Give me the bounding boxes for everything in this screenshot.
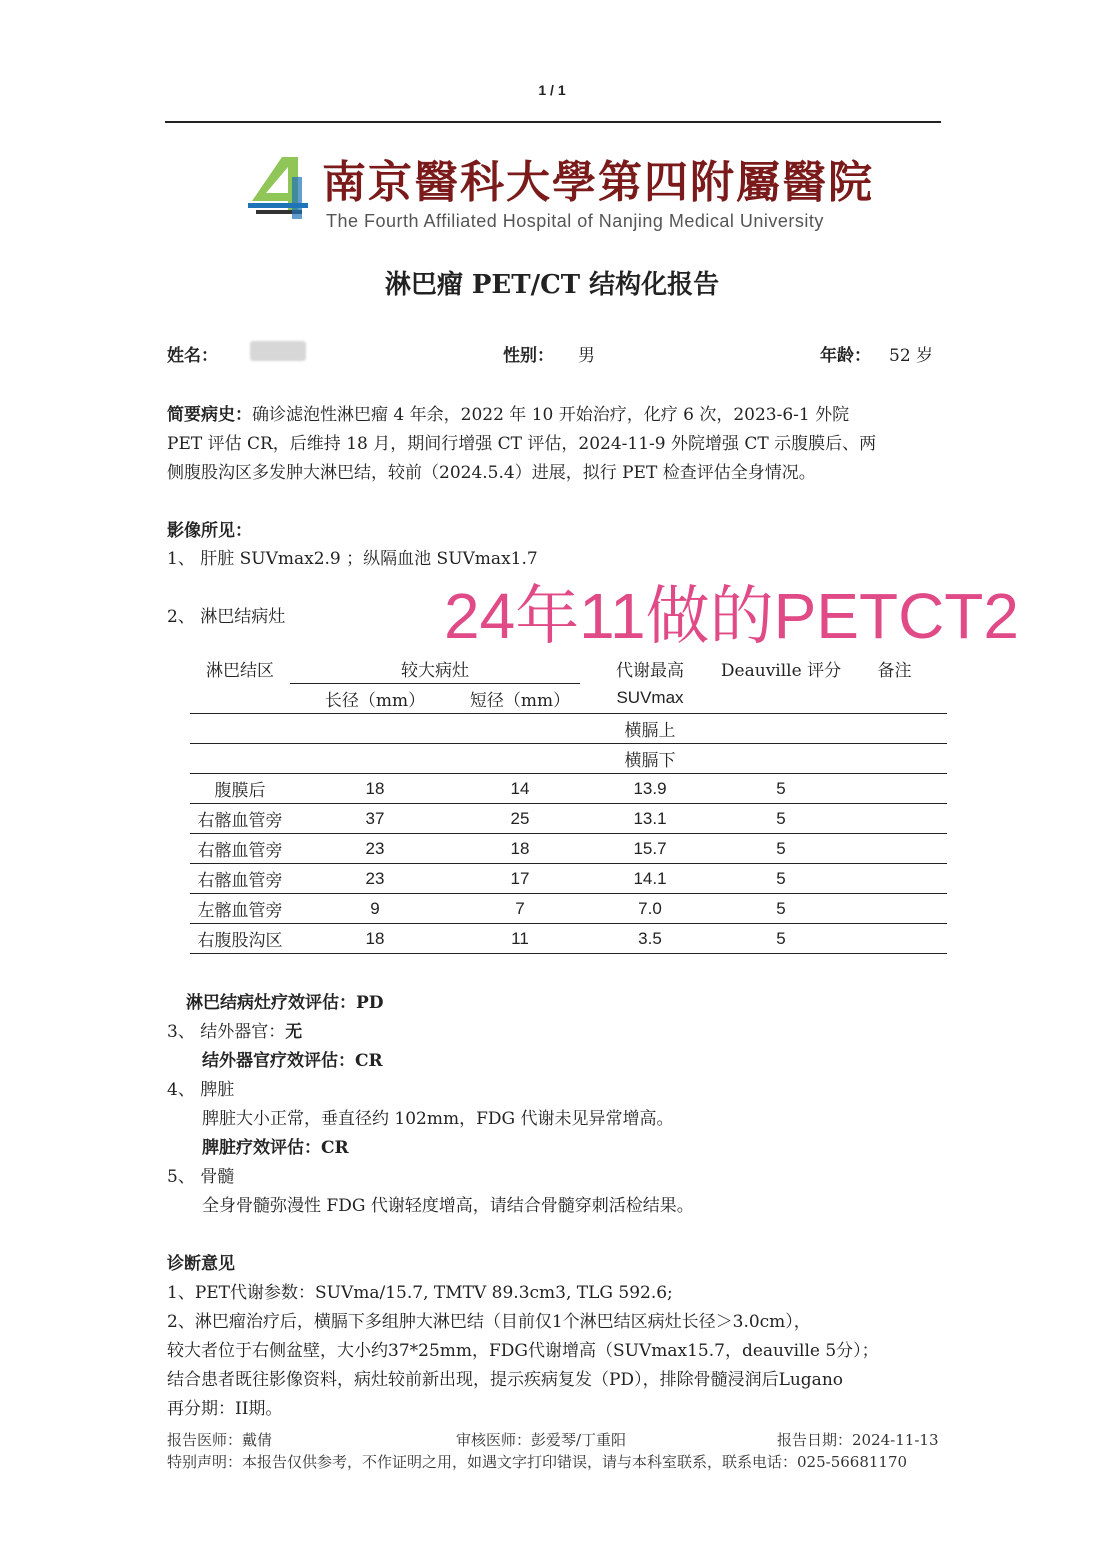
review-doctor: 审核医师：彭爱琴/丁重阳 (456, 1431, 627, 1449)
history-line-2: PET 评估 CR，后维持 18 月，期间行增强 CT 评估，2024-11-9 外院增强 CT 示腹膜后、两 (167, 434, 877, 454)
lymph-eval: 淋巴结病灶疗效评估：PD (186, 993, 384, 1013)
header-short: 短径（mm） (460, 684, 580, 714)
findings-label: 影像所见： (167, 521, 252, 541)
diagnosis-line-2: 2、淋巴瘤治疗后，横膈下多组肿大淋巴结（目前仅1个淋巴结区病灶长径＞3.0cm）， (167, 1312, 811, 1332)
table-row: 腹膜后 18 14 13.9 5 (190, 774, 947, 804)
section-below-diaphragm: 横膈下 (580, 744, 720, 774)
header-note: 备注 (877, 661, 912, 682)
findings-item-2: 2、 淋巴结病灶 (167, 607, 286, 627)
hospital-name-cn: 南京醫科大學第四附屬醫院 (322, 157, 874, 208)
marrow-label: 5、 骨髓 (167, 1167, 235, 1187)
name-label: 姓名： (167, 346, 218, 366)
header-region: 淋巴结区 (206, 661, 274, 682)
diagnosis-line-5: 再分期：II期。 (167, 1399, 283, 1419)
name-redacted (250, 341, 306, 361)
diagnosis-line-4: 结合患者既往影像资料，病灶较前新出现，提示疾病复发（PD），排除骨髓浸润后Lugano (167, 1370, 844, 1390)
spleen-label: 4、 脾脏 (167, 1080, 235, 1100)
table-row: 右腹股沟区 18 11 3.5 5 (190, 924, 947, 954)
history-line-3: 侧腹股沟区多发肿大淋巴结，较前（2024.5.4）进展，拟行 PET 检查评估全身情况。 (167, 463, 816, 483)
extranodal-line: 3、 结外器官：无 (167, 1022, 303, 1042)
header-deauville: Deauville 评分 (720, 661, 842, 682)
table-row: 右髂血管旁 23 17 14.1 5 (190, 864, 947, 894)
gender-label: 性别： (503, 346, 554, 366)
page-number: 1 / 1 (538, 82, 566, 98)
disclaimer: 特别声明：本报告仅供参考，不作证明之用，如遇文字打印错误，请与本科室联系，联系电话：025-56681170 (167, 1453, 908, 1471)
age-value: 52 岁 (889, 346, 934, 366)
marrow-text: 全身骨髓弥漫性 FDG 代谢轻度增高，请结合骨髓穿刺活检结果。 (202, 1196, 694, 1216)
spleen-eval: 脾脏疗效评估：CR (202, 1138, 349, 1158)
section-above-diaphragm: 横膈上 (580, 714, 720, 744)
report-date: 报告日期：2024-11-13 (777, 1431, 939, 1449)
hospital-logo-icon (248, 153, 310, 219)
report-title: 淋巴瘤 PET/CT 结构化报告 (384, 270, 720, 300)
history-line-1: 简要病史：确诊滤泡性淋巴瘤 4 年余，2022 年 10 开始治疗，化疗 6 次，2023-6-1 外院 (167, 405, 850, 425)
findings-item-1: 1、 肝脏 SUVmax2.9 ；纵隔血池 SUVmax1.7 (167, 549, 538, 569)
diagnosis-label: 诊断意见 (167, 1254, 235, 1274)
handwritten-note: 24年11做的PETCT2 (444, 580, 1019, 652)
lymph-node-table (190, 654, 947, 954)
spleen-text: 脾脏大小正常，垂直径约 102mm，FDG 代谢未见异常增高。 (202, 1109, 674, 1129)
diagnosis-line-1: 1、PET代谢参数：SUVma/15.7, TMTV 89.3cm3, TLG 592.6; (167, 1283, 673, 1303)
extranodal-eval: 结外器官疗效评估：CR (202, 1051, 383, 1071)
hospital-name-en: The Fourth Affiliated Hospital of Nanjing Medical University (326, 211, 824, 231)
gender-value: 男 (578, 346, 595, 366)
diagnosis-line-3: 较大者位于右侧盆壁，大小约37*25mm，FDG代谢增高（SUVmax15.7，deauville 5分）； (167, 1341, 879, 1361)
age-label: 年龄： (820, 346, 871, 366)
header-long: 长径（mm） (290, 684, 460, 714)
table-row: 左髂血管旁 9 7 7.0 5 (190, 894, 947, 924)
table-row: 右髂血管旁 37 25 13.1 5 (190, 804, 947, 834)
header-lesion: 较大病灶 (290, 654, 580, 684)
header-suv-2: SUVmax (580, 684, 720, 714)
header-divider (165, 121, 941, 123)
report-doctor: 报告医师：戴倩 (167, 1431, 273, 1449)
header-suv-1: 代谢最高 (616, 661, 684, 682)
table-row: 右髂血管旁 23 18 15.7 5 (190, 834, 947, 864)
